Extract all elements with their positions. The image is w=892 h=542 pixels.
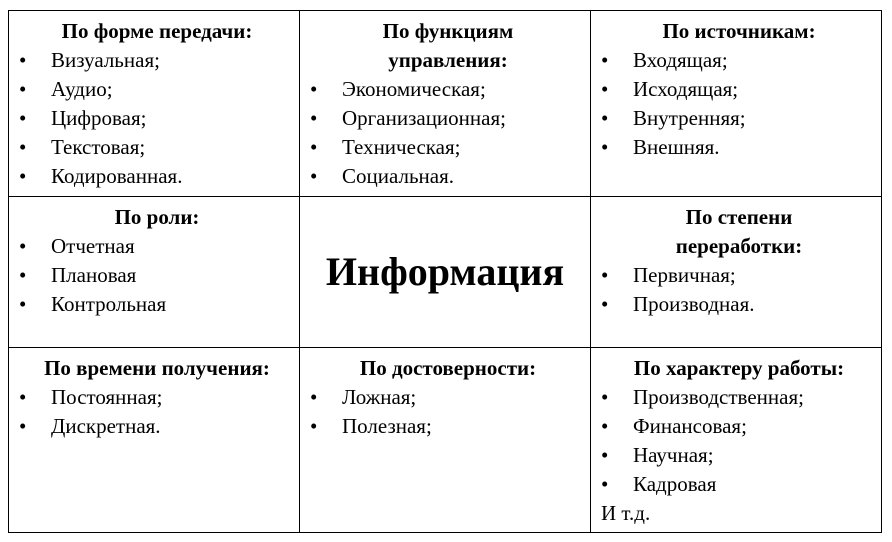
list-item: • Первичная; [601,261,877,290]
list-item: • Внутренняя; [601,104,877,133]
list-item: • Научная; [601,441,877,470]
classification-table [8,10,882,533]
list-item: • Производственная; [601,383,877,412]
cell-form [9,11,300,197]
list-item: • Отчетная [19,232,295,261]
cell-management [300,11,591,197]
item-list [310,383,586,441]
item-list [19,46,295,191]
item-list [601,383,877,499]
cell-sources [591,11,882,197]
cell-reliability [300,348,591,533]
list-item: • Экономическая; [310,75,586,104]
cell-heading: По роли: [114,205,200,229]
etc-note: И т.д. [601,501,651,525]
list-item: • Кодированная. [19,162,295,191]
cell-heading: По источникам: [662,19,816,43]
item-list [310,75,586,191]
list-item: • Визуальная; [19,46,295,75]
cell-heading: По функциям управления: [382,19,514,72]
item-list [601,261,877,319]
list-item: • Текстовая; [19,133,295,162]
list-item: • Входящая; [601,46,877,75]
item-list [601,46,877,162]
cell-heading: По степени переработки: [675,205,803,258]
list-item: • Кадровая [601,470,877,499]
list-item: • Дискретная. [19,412,295,441]
cell-time [9,348,300,533]
list-item: • Организационная; [310,104,586,133]
cell-processing [591,197,882,348]
list-item: • Социальная. [310,162,586,191]
list-item: • Ложная; [310,383,586,412]
cell-heading: По достоверности: [359,356,537,380]
list-item: • Производная. [601,290,877,319]
cell-role [9,197,300,348]
list-item: • Полезная; [310,412,586,441]
list-item: • Финансовая; [601,412,877,441]
cell-work [591,348,882,533]
list-item: • Исходящая; [601,75,877,104]
item-list [19,232,295,319]
list-item: • Контрольная [19,290,295,319]
center-title: Информация [325,249,565,294]
cell-heading: По времени получения: [44,356,270,380]
list-item: • Цифровая; [19,104,295,133]
list-item: • Аудио; [19,75,295,104]
cell-center [300,197,591,348]
list-item: • Техническая; [310,133,586,162]
list-item: • Постоянная; [19,383,295,412]
list-item: • Внешняя. [601,133,877,162]
list-item: • Плановая [19,261,295,290]
item-list [19,383,295,441]
cell-heading: По форме передачи: [61,19,253,43]
cell-heading: По характеру работы: [633,356,845,380]
